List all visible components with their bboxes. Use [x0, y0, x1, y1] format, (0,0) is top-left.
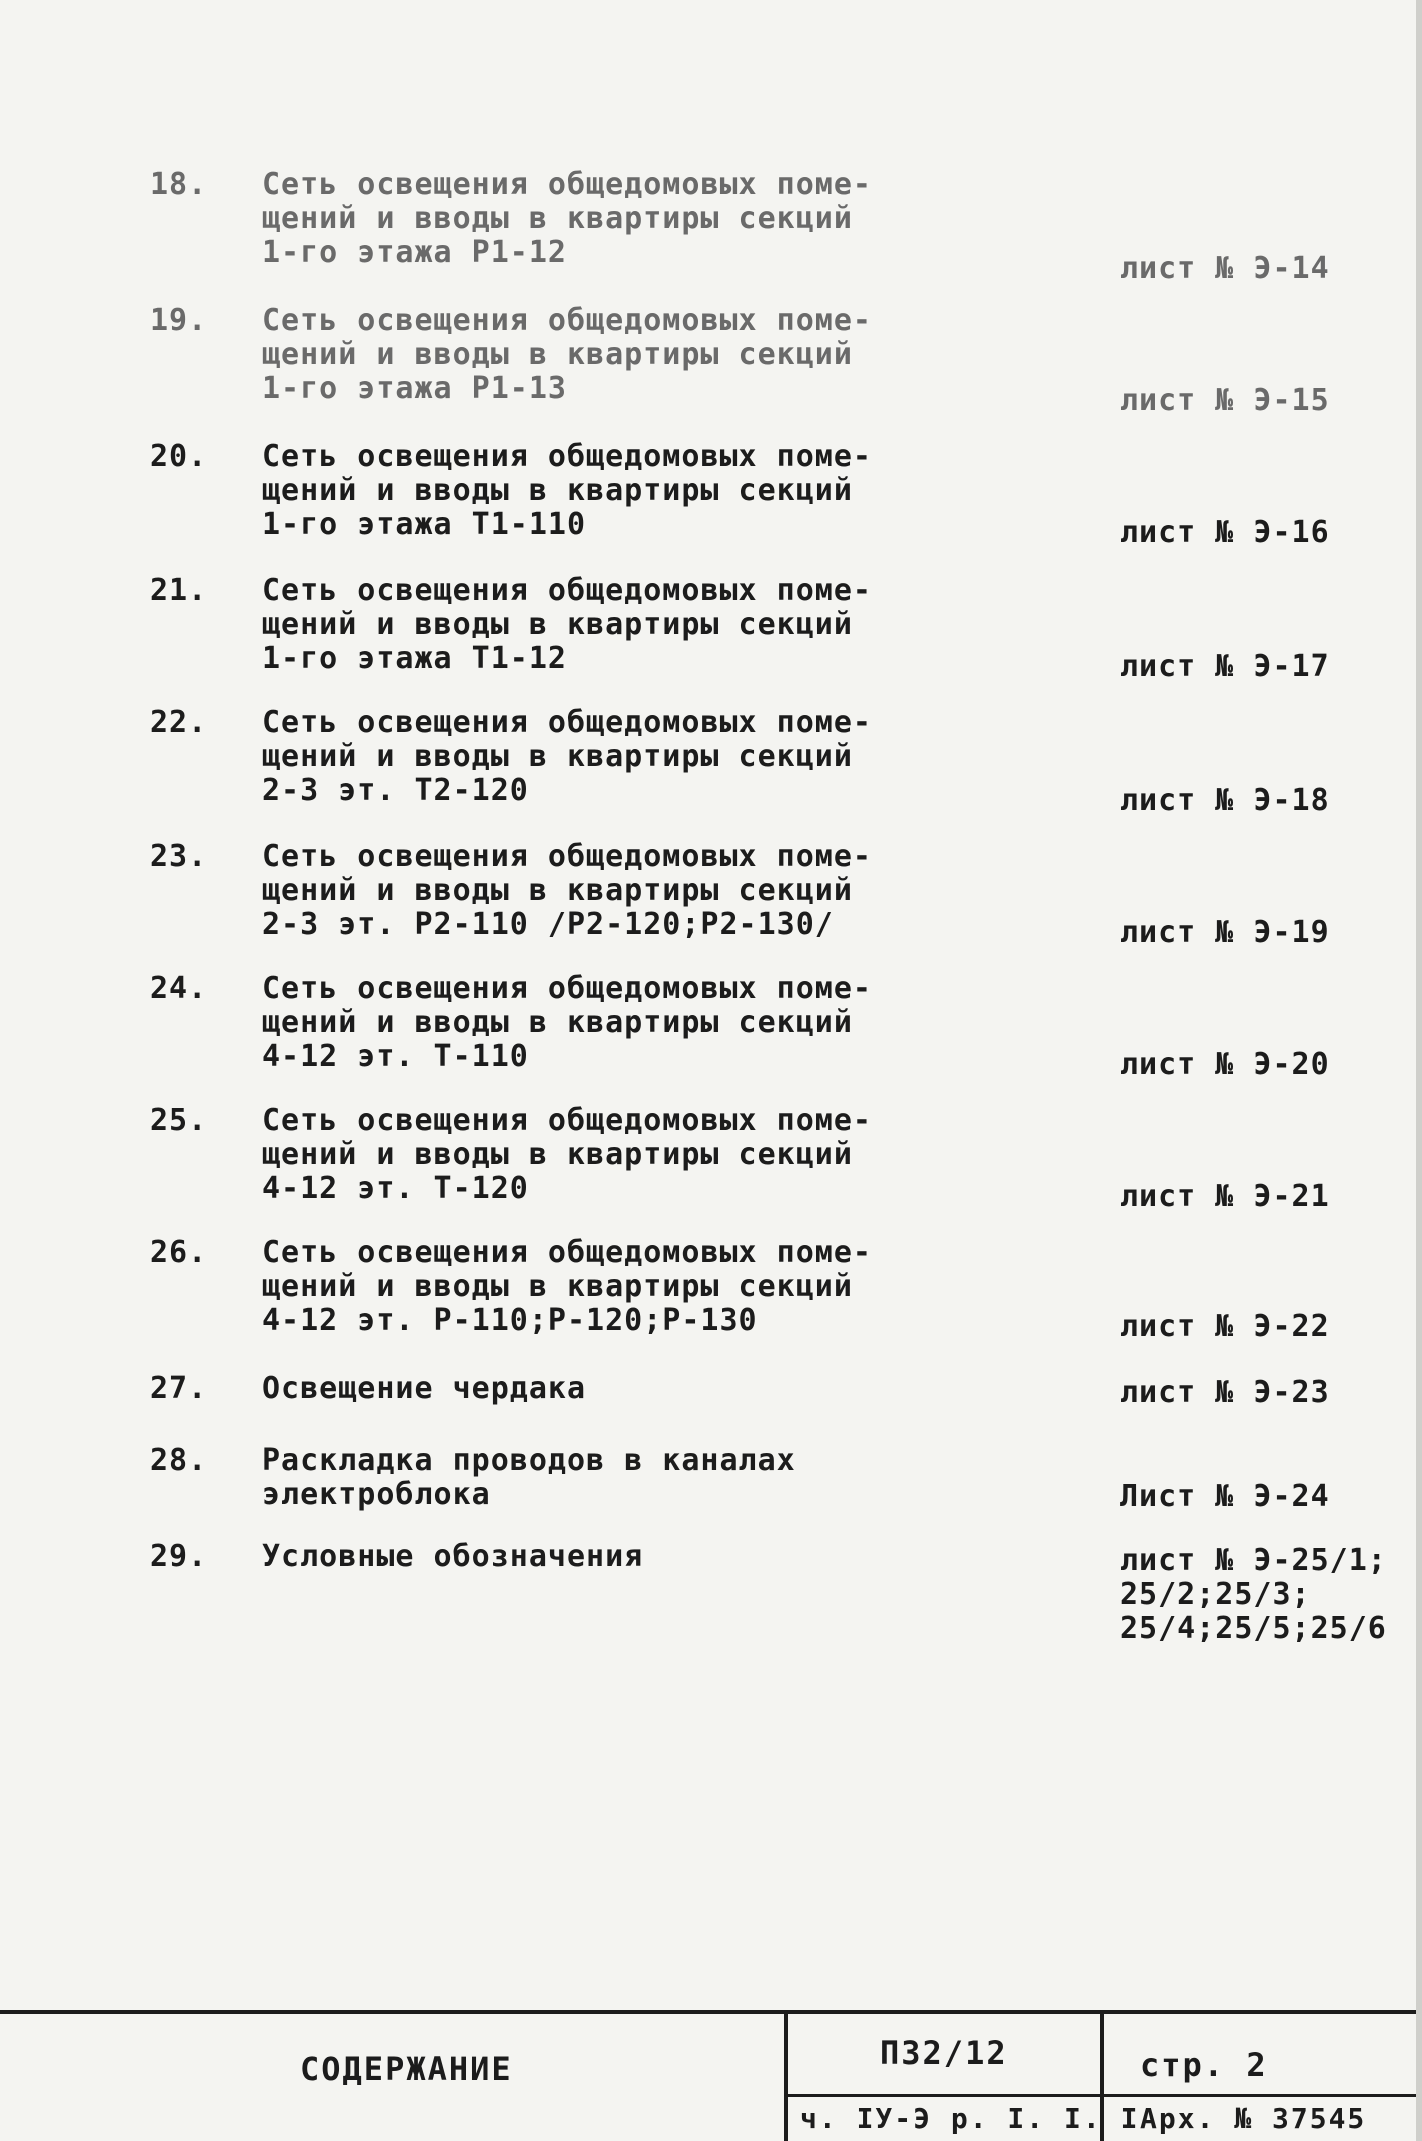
entry-title: Сеть освещения общедомовых поме- щений и вводы в квартиры секций 2-3 эт. Р2-110 /Р2-120;Р2-130/: [262, 839, 872, 942]
entry-number: 22.: [150, 705, 208, 740]
archive-number: Арх. № 37545: [1140, 2102, 1367, 2135]
entry-sheet: лист № Э-17: [1120, 649, 1330, 684]
entry-title: Сеть освещения общедомовых поме- щений и вводы в квартиры секций 4-12 эт. Т-110: [262, 971, 872, 1074]
title-block: [0, 2010, 1422, 2141]
entry-title: Сеть освещения общедомовых поме- щений и вводы в квартиры секций 4-12 эт. Т-120: [262, 1103, 872, 1206]
entry-sheet: лист № Э-16: [1120, 515, 1330, 550]
entry-number: 29.: [150, 1539, 208, 1574]
entry-number: 27.: [150, 1371, 208, 1406]
entry-sheet: лист № Э-20: [1120, 1047, 1330, 1082]
entry-sheet: лист № Э-15: [1120, 383, 1330, 418]
entry-sheet: Лист № Э-24: [1120, 1479, 1330, 1514]
entry-title: Сеть освещения общедомовых поме- щений и вводы в квартиры секций 4-12 эт. Р-110;Р-120;Р-130: [262, 1235, 872, 1338]
entry-title: Сеть освещения общедомовых поме- щений и вводы в квартиры секций 1-го этажа Р1-13: [262, 303, 872, 406]
entry-number: 19.: [150, 303, 208, 338]
entry-sheet: лист № Э-19: [1120, 915, 1330, 950]
entry-sheet: лист № Э-21: [1120, 1179, 1330, 1214]
entry-title: Освещение чердака: [262, 1371, 587, 1406]
entry-number: 26.: [150, 1235, 208, 1270]
entry-title: Сеть освещения общедомовых поме- щений и вводы в квартиры секций 1-го этажа Т1-110: [262, 439, 872, 542]
entry-number: 28.: [150, 1443, 208, 1478]
part-code: ч. IУ-Э р. I. I. I: [800, 2102, 1140, 2135]
entry-sheet: лист № Э-23: [1120, 1375, 1330, 1410]
entry-title: Сеть освещения общедомовых поме- щений и вводы в квартиры секций 1-го этажа Р1-12: [262, 167, 872, 270]
entry-number: 25.: [150, 1103, 208, 1138]
project-code: П32/12: [880, 2034, 1008, 2072]
title-block-border: [0, 2010, 1422, 2014]
entry-title: Условные обозначения: [262, 1539, 644, 1574]
entry-number: 18.: [150, 167, 208, 202]
page-number: стр. 2: [1140, 2046, 1268, 2084]
entry-title: Сеть освещения общедомовых поме- щений и вводы в квартиры секций 2-3 эт. Т2-120: [262, 705, 872, 808]
entry-number: 21.: [150, 573, 208, 608]
document-title: СОДЕРЖАНИЕ: [300, 2050, 513, 2088]
entry-title: Сеть освещения общедомовых поме- щений и вводы в квартиры секций 1-го этажа Т1-12: [262, 573, 872, 676]
entry-title: Раскладка проводов в каналах электроблока: [262, 1443, 796, 1512]
entry-sheet: лист № Э-22: [1120, 1309, 1330, 1344]
entry-sheet: лист № Э-18: [1120, 783, 1330, 818]
entry-sheet: лист № Э-14: [1120, 251, 1330, 286]
entry-number: 24.: [150, 971, 208, 1006]
entry-sheet: лист № Э-25/1; 25/2;25/3; 25/4;25/5;25/6: [1120, 1543, 1387, 1646]
page-edge: [1416, 0, 1422, 2141]
title-block-divider: [784, 2010, 788, 2141]
entry-number: 23.: [150, 839, 208, 874]
entry-number: 20.: [150, 439, 208, 474]
